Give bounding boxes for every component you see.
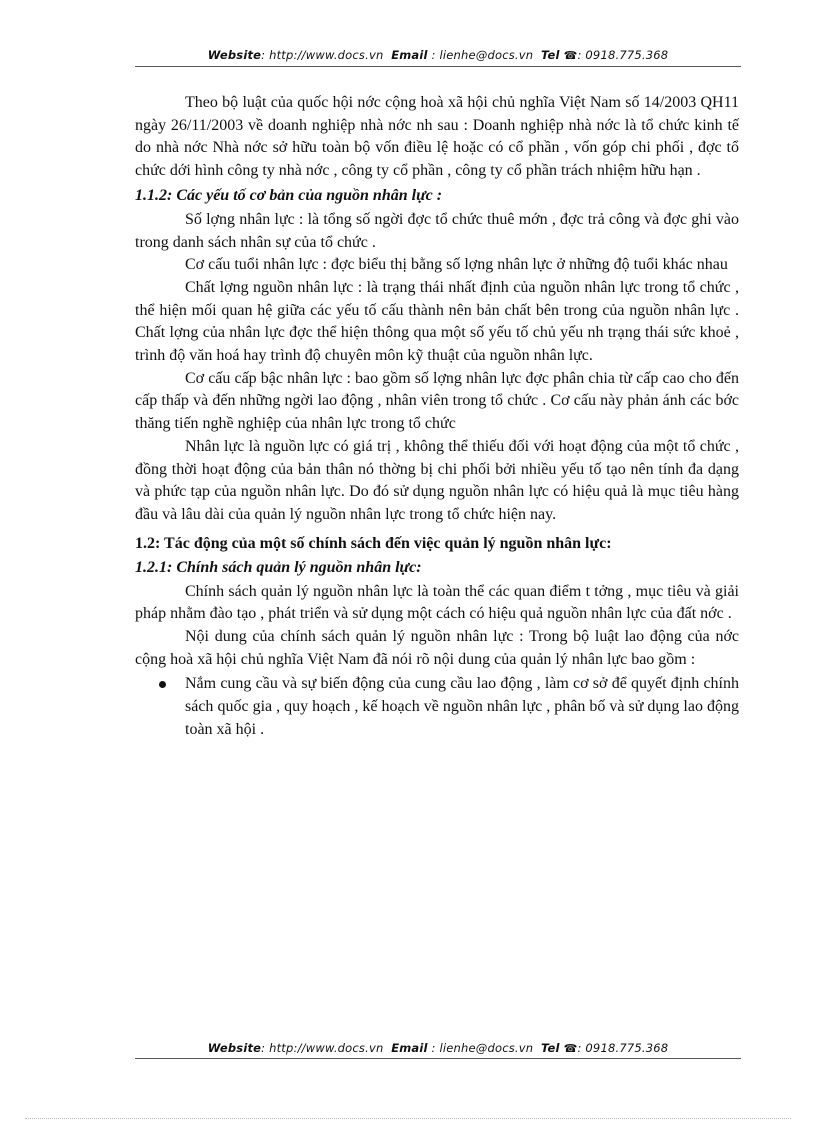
footer-tel-label: Tel: [541, 1041, 560, 1055]
paragraph-workforce-value: Nhân lực là nguồn lực có giá trị , không thể thiếu đối với hoạt động của một tổ chức , đồng thời hoạt động của bản thân nó thờng bị chi phối bởi nhiều yếu tố tạo nên tính đa dạng và phức tạp của nguồn nhân lực. Do đó sử dụng nguồn nhân lực có hiệu quả là mục tiêu hàng đầu và lâu dài của quản lý nguồn nhân lực trong tổ chức hiện nay.: [135, 437, 739, 523]
bullet-icon: [159, 681, 166, 688]
list-item: [135, 673, 739, 741]
bullet-list: [135, 673, 739, 741]
paragraph-workforce-quality: Chất lợng nguồn nhân lực : là trạng thái nhất định của nguồn nhân lực trong tổ chức , thể hiện mối quan hệ giữa các yếu tố cấu thành nên bản chất bên trong của nguồn nhân lực . Chất lợng của nhân lực đợc thể hiện thông qua một số yếu tố chủ yếu nh trạng thái sức khoẻ , trình độ văn hoá hay trình độ chuyên môn kỹ thuật của nguồn nhân lực.: [135, 278, 739, 365]
footer-divider: [135, 1058, 741, 1059]
document-body: [135, 92, 739, 742]
footer-website-label: Website: [207, 1041, 262, 1055]
telephone-icon: ☎: [563, 1042, 578, 1055]
heading-1-1-2: 1.1.2: Các yếu tố cơ bản của nguồn nhân lực :: [135, 186, 443, 204]
paragraph-enterprise-definition: Theo bộ luật của quốc hội nớc cộng hoà xã hội chủ nghĩa Việt Nam số 14/2003 QH11 ngày 26/11/2003 về doanh nghiệp nhà nớc nh sau : Doanh nghiệp nhà nớc là tổ chức kinh tế do nhà nớc Nhà nớc sở hữu toàn bộ vốn điều lệ hoặc có cổ phần , vốn góp chi phối , đợc tổ chức dới hình công ty nhà nớc , công ty cổ phần , công ty cổ phần trách nhiệm hữu hạn .: [135, 94, 739, 180]
footer-email-link[interactable]: : lienhe@docs.vn: [431, 1041, 534, 1055]
header-email-link[interactable]: : lienhe@docs.vn: [431, 48, 534, 62]
heading-1-2-1: 1.2.1: Chính sách quản lý nguồn nhân lực:: [135, 558, 422, 576]
page-header: [135, 48, 741, 62]
paragraph-workforce-size: Số lợng nhân lực : là tổng số ngời đợc tổ chức thuê mớn , đợc trả công và đợc ghi vào trong danh sách nhân sự của tổ chức .: [135, 210, 739, 251]
page-edge-divider: [25, 1118, 791, 1119]
paragraph-policy-content: Nội dung của chính sách quản lý nguồn nhân lực : Trong bộ luật lao động của nớc cộng hoà xã hội chủ nghĩa Việt Nam đã nói rõ nội dung của quản lý nhân lực bao gồm :: [135, 628, 739, 668]
heading-1-2: 1.2: Tác động của một số chính sách đến việc quản lý nguồn nhân lực:: [135, 534, 612, 552]
paragraph-rank-structure: Cơ cấu cấp bậc nhân lực : bao gồm số lợng nhân lực đợc phân chia từ cấp cao cho đến cấp thấp và đến những ngời lao động , nhân viên trong tổ chức . Cơ cấu này phản ánh các bớc thăng tiến nghề nghiệp của nhân lực trong tổ chức: [135, 369, 739, 433]
page-footer: [135, 1041, 741, 1055]
bullet-text: Nắm cung cầu và sự biến động của cung cầu lao động , làm cơ sở để quyết định chính sách quốc gia , quy hoạch , kế hoạch về nguồn nhân lực , phân bố và sử dụng lao động toàn xã hội .: [185, 675, 739, 738]
header-email-label: Email: [391, 48, 428, 62]
footer-website-link[interactable]: : http://www.docs.vn: [261, 1041, 384, 1055]
header-website-link[interactable]: : http://www.docs.vn: [261, 48, 384, 62]
paragraph-age-structure: Cơ cấu tuổi nhân lực : đợc biểu thị bằng số lợng nhân lực ở những độ tuổi khác nhau: [185, 256, 728, 274]
telephone-icon: ☎: [563, 49, 578, 62]
header-tel-number: : 0918.775.368: [577, 48, 669, 62]
header-tel-label: Tel: [541, 48, 560, 62]
paragraph-policy-definition: Chính sách quản lý nguồn nhân lực là toàn thể các quan điểm t tởng , mục tiêu và giải pháp nhằm đào tạo , phát triển và sử dụng một cách có hiệu quả nguồn nhân lực của đất nớc .: [135, 582, 739, 623]
header-website-label: Website: [207, 48, 262, 62]
footer-email-label: Email: [391, 1041, 428, 1055]
footer-tel-number: : 0918.775.368: [577, 1041, 669, 1055]
header-divider: [135, 66, 741, 67]
